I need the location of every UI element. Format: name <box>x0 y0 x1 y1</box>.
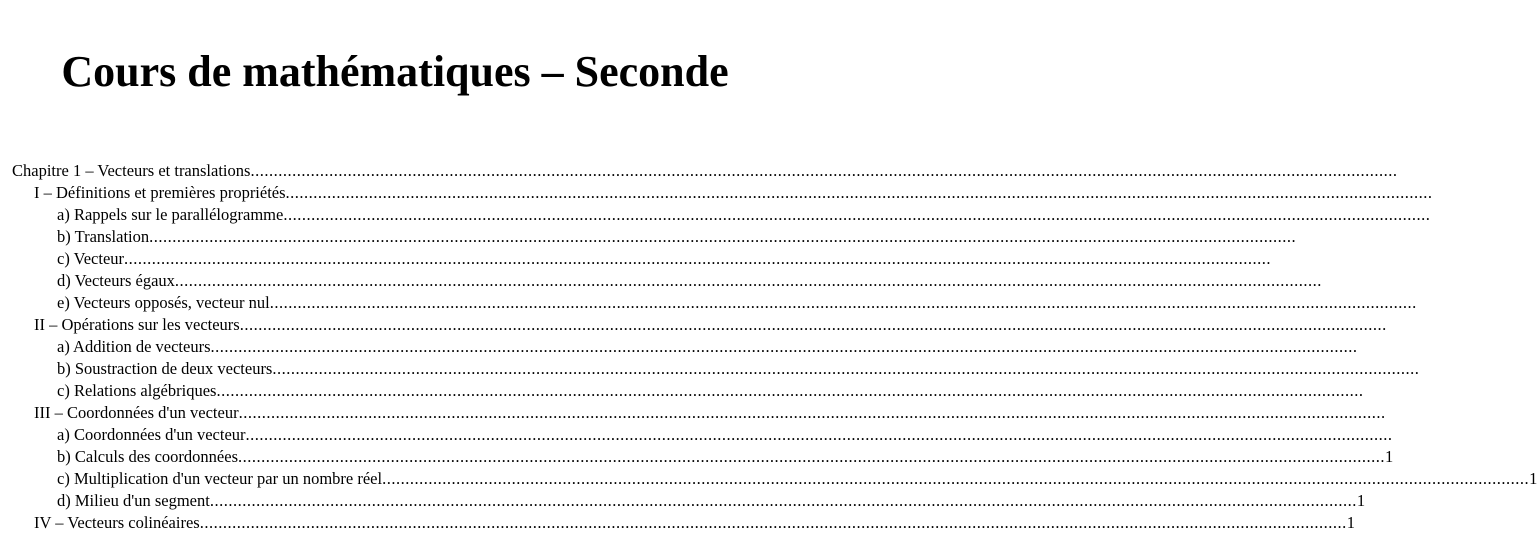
toc-entry[interactable] <box>12 358 772 380</box>
toc-leader <box>272 358 1419 380</box>
toc-entry[interactable] <box>12 490 1366 512</box>
toc-label: I – Définitions et premières propriétés <box>34 183 286 202</box>
toc-leader <box>200 512 1347 534</box>
toc-label: a) Rappels sur le parallélogramme <box>57 205 284 224</box>
toc-leader <box>382 468 1529 490</box>
toc-entry[interactable] <box>12 204 772 226</box>
toc-entry[interactable] <box>12 314 772 336</box>
toc-label: c) Relations algébriques <box>57 381 217 400</box>
toc-entry[interactable] <box>12 270 772 292</box>
toc-label: a) Coordonnées d'un vecteur <box>57 425 246 444</box>
toc-leader <box>240 314 1387 336</box>
toc-entry[interactable] <box>12 248 772 270</box>
toc-leader <box>283 204 1430 226</box>
toc-label: IV – Vecteurs colinéaires <box>34 513 200 532</box>
toc-label: b) Calculs des coordonnées <box>57 447 238 466</box>
toc-page: 1 <box>1346 513 1355 532</box>
toc-label: e) Vecteurs opposés, vecteur nul <box>57 293 270 312</box>
toc-leader <box>238 446 1385 468</box>
toc-entry[interactable] <box>12 468 1537 490</box>
toc-leader <box>124 248 1271 270</box>
toc-leader <box>211 336 1358 358</box>
toc-leader <box>175 270 1322 292</box>
toc-label: c) Multiplication d'un vecteur par un nombre réel <box>57 469 383 488</box>
toc-label: III – Coordonnées d'un vecteur <box>34 403 239 422</box>
document-title: Cours de mathématiques – Seconde <box>61 47 729 96</box>
toc-label: b) Soustraction de deux vecteurs <box>57 359 273 378</box>
toc-page: 1 <box>1356 491 1366 510</box>
toc-leader <box>250 160 1397 182</box>
toc-entry[interactable] <box>12 380 772 402</box>
toc-leader <box>286 182 1433 204</box>
toc-entry[interactable] <box>12 446 1394 468</box>
toc-page: 1 <box>1529 469 1537 488</box>
toc-label: a) Addition de vecteurs <box>57 337 211 356</box>
toc-leader <box>149 226 1296 248</box>
toc-entry[interactable] <box>12 226 772 248</box>
toc-leader <box>246 424 1393 446</box>
toc-page: 1 <box>1385 447 1394 466</box>
toc-label: d) Vecteurs égaux <box>57 271 175 290</box>
toc-entry[interactable] <box>12 160 772 182</box>
toc-entry[interactable] <box>12 336 772 358</box>
toc-label: Chapitre 1 – Vecteurs et translations <box>12 161 251 180</box>
toc-label: c) Vecteur <box>57 249 125 268</box>
table-of-contents <box>12 160 1537 534</box>
toc-leader <box>210 490 1357 512</box>
toc-entry[interactable] <box>12 402 772 424</box>
toc-entry[interactable] <box>12 512 1355 534</box>
toc-leader <box>239 402 1386 424</box>
toc-entry[interactable] <box>12 424 772 446</box>
toc-leader <box>270 292 1417 314</box>
toc-entry[interactable] <box>12 292 772 314</box>
toc-label: d) Milieu d'un segment <box>57 491 210 510</box>
toc-label: b) Translation <box>57 227 150 246</box>
toc-entry[interactable] <box>12 182 772 204</box>
toc-leader <box>216 380 1363 402</box>
toc-label: II – Opérations sur les vecteurs <box>34 315 240 334</box>
